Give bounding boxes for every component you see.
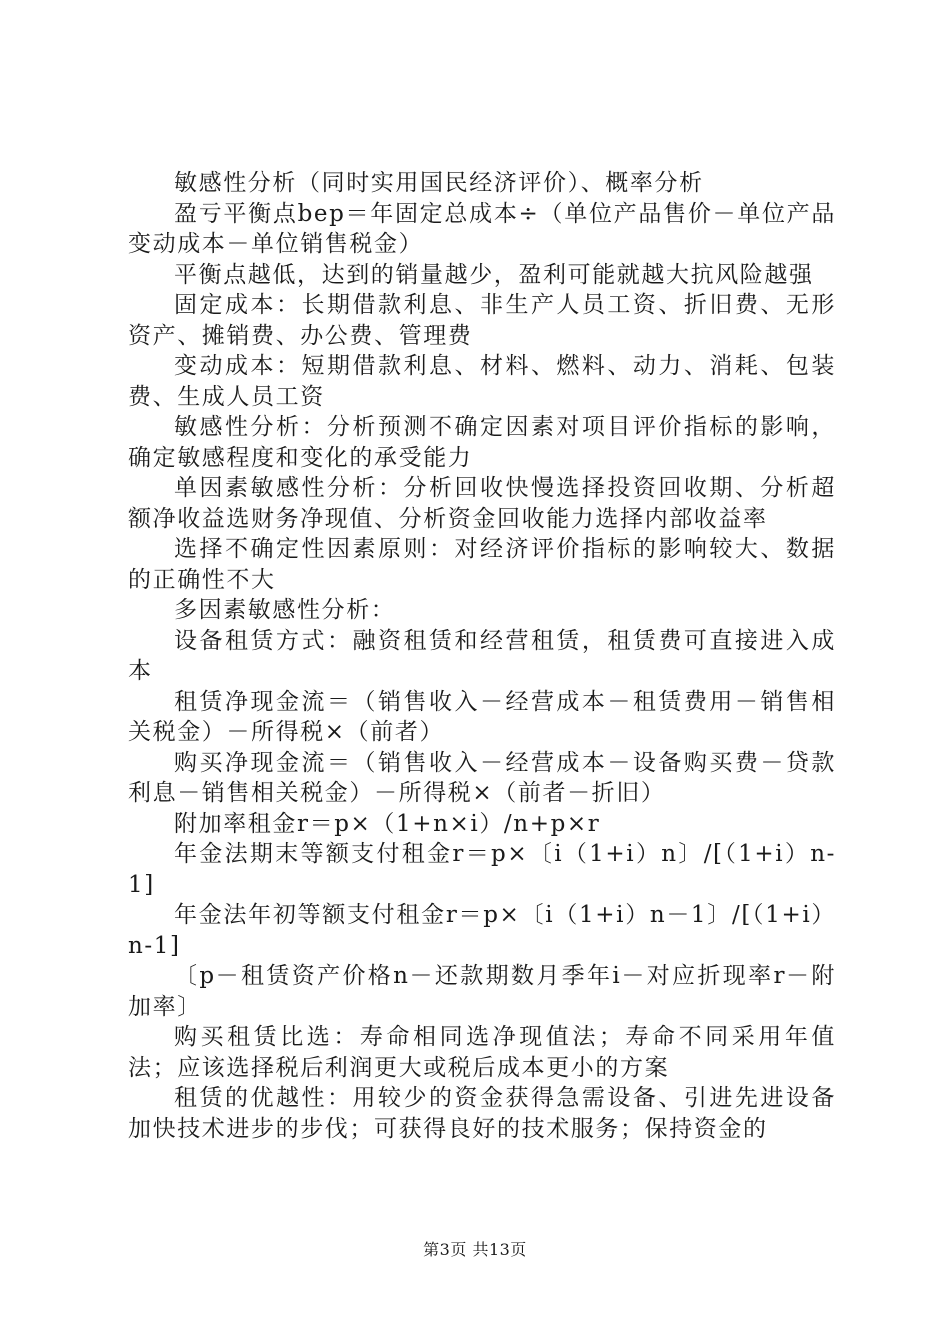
paragraph-breakeven-note: 平衡点越低，达到的销量越少，盈利可能就越大抗风险越强	[174, 261, 814, 288]
paragraph-sensitivity-definition: 敏感性分析：分析预测不确定因素对项目评价指标的影响，确定敏感程度和变化的承受能力	[128, 414, 836, 471]
paragraph-variable-cost: 变动成本：短期借款利息、材料、燃料、动力、消耗、包装费、生成人员工资	[128, 353, 836, 410]
paragraph-variable-legend: 〔p－租赁资产价格n－还款期数月季年i－对应折现率r－附加率〕	[128, 963, 836, 1020]
paragraph-breakeven-formula: 盈亏平衡点bep＝年固定总成本÷（单位产品售价－单位产品变动成本－单位销售税金）	[128, 200, 836, 257]
paragraph-multi-factor: 多因素敏感性分析：	[174, 597, 396, 623]
paragraph-additional-rate-rent: 附加率租金r＝p×（1+n×i）/n+p×r	[174, 810, 601, 837]
paragraph-fixed-cost: 固定成本：长期借款利息、非生产人员工资、折旧费、无形资产、摊销费、办公费、管理费	[128, 292, 836, 349]
paragraph-single-factor: 单因素敏感性分析：分析回收快慢选择投资回收期、分析超额净收益选财务净现值、分析资金回收能力选择内部收益率	[128, 475, 836, 532]
paragraph-sensitivity-overview: 敏感性分析（同时实用国民经济评价）、概率分析	[174, 170, 704, 196]
paragraph-lease-advantages: 租赁的优越性：用较少的资金获得急需设备、引进先进设备加快技术进步的步伐；可获得良好的技术服务；保持资金的	[128, 1085, 836, 1142]
paragraph-lease-types: 设备租赁方式：融资租赁和经营租赁，租赁费可直接进入成本	[128, 627, 836, 684]
paragraph-annuity-end: 年金法期末等额支付租金r＝p×〔i（1+i）n〕/[（1+i）n-1]	[128, 841, 836, 898]
paragraph-buy-lease-comparison: 购买租赁比选：寿命相同选净现值法；寿命不同采用年值法；应该选择税后利润更大或税后成本更小的方案	[128, 1024, 836, 1081]
page-number-footer: 第3页 共13页	[423, 1240, 527, 1259]
paragraph-purchase-cashflow: 购买净现金流＝（销售收入－经营成本－设备购买费－贷款利息－销售相关税金）－所得税×（前者－折旧）	[128, 749, 836, 806]
document-body	[128, 168, 836, 1144]
paragraph-lease-cashflow: 租赁净现金流＝（销售收入－经营成本－租赁费用－销售相关税金）－所得税×（前者）	[128, 688, 836, 745]
paragraph-annuity-begin: 年金法年初等额支付租金r＝p×〔i（1+i）n－1〕/[（1+i）n-1]	[128, 902, 836, 959]
paragraph-uncertainty-principle: 选择不确定性因素原则：对经济评价指标的影响较大、数据的正确性不大	[128, 536, 836, 593]
